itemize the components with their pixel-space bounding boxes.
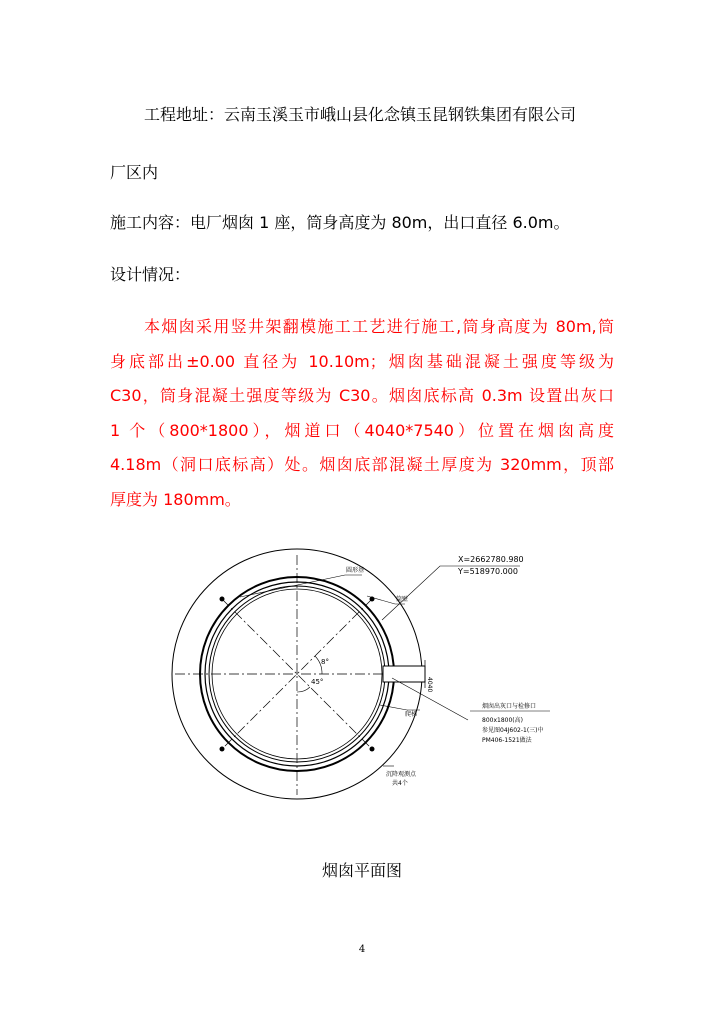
construction-content: 施工内容：电厂烟囱 1 座，筒身高度为 80m，出口直径 6.0m。 [110, 213, 570, 232]
label-ladder: 爬梯 [405, 711, 418, 718]
obs-point-se [370, 747, 375, 752]
label-flue: 4040 [426, 677, 433, 693]
label-observation: 沉降观测点 [386, 771, 417, 778]
label-observation-count: 共4个 [392, 780, 408, 787]
coord-y: Y=518970.000 [458, 567, 518, 576]
address-line-2: 厂区内 [110, 163, 159, 182]
label-door-size: 800x1800(高) [482, 717, 523, 724]
label-door-ref: 参见图04J602-1(三)中 [482, 727, 544, 734]
description-line-3: C30，筒身混凝土强度等级为 C30。烟囱底标高 0.3m 设置出灰口 [110, 386, 614, 405]
flue-opening [383, 666, 425, 682]
figure-caption: 烟囱平面图 [321, 861, 402, 880]
page-number: 4 [358, 944, 366, 955]
description-line-5: 4.18m（洞口底标高）处。烟囱底部混凝土厚度为 320mm，顶部 [110, 455, 614, 474]
label-door-ref2: PM406-1521做法 [482, 737, 532, 744]
label-ring: 圆形基 [346, 567, 365, 574]
label-door: 烟囱出灰口与检修口 [482, 703, 537, 710]
description-line-4: 1 个（800*1800），烟道口（4040*7540）位置在烟囱高度 [110, 420, 614, 440]
description-line-1: 本烟囱采用竖井架翻模施工工艺进行施工,筒身高度为 80m,筒 [144, 317, 614, 336]
label-beam: 筒壁 [396, 596, 409, 603]
coord-x: X=2662780.980 [458, 555, 524, 564]
obs-point-sw [220, 747, 225, 752]
description-line-6: 厚度为 180mm。 [110, 489, 241, 509]
angle-label-2: 45° [311, 678, 324, 686]
angle-label-1: 8° [321, 658, 329, 666]
design-heading: 设计情况： [110, 265, 191, 284]
description-line-2: 身底部出±0.00 直径为 10.10m；烟囱基础混凝土强度等级为 [110, 351, 614, 371]
address-line-1: 工程地址：云南玉溪玉市峨山县化念镇玉昆钢铁集团有限公司 [144, 105, 577, 124]
obs-point-nw [220, 597, 225, 602]
